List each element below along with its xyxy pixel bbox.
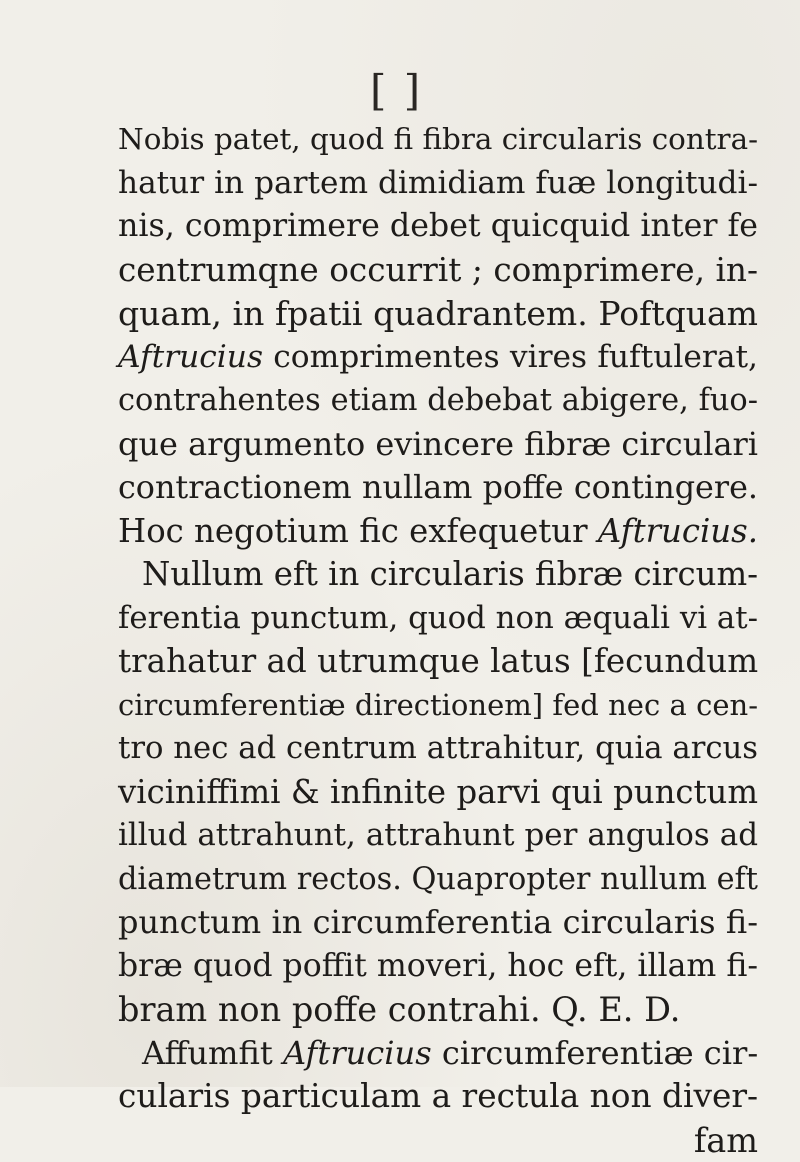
text-line bbox=[118, 945, 758, 989]
text-line bbox=[118, 466, 758, 510]
text-line bbox=[118, 292, 758, 336]
text-line bbox=[118, 553, 758, 597]
text-line bbox=[118, 205, 758, 249]
text-segment: nis, comprimere debet quicquid inter fe bbox=[118, 208, 758, 244]
text-line bbox=[118, 423, 758, 467]
text-line bbox=[118, 771, 758, 815]
text-segment: Nobis patet, quod fi fibra circularis contra- bbox=[118, 122, 758, 156]
text-line bbox=[118, 814, 758, 858]
author-name: Aftrucius. bbox=[598, 512, 758, 550]
text-line bbox=[118, 1119, 758, 1162]
text-line bbox=[118, 336, 758, 380]
author-name: Aftrucius bbox=[118, 339, 263, 375]
text-segment: comprimentes vires fuftulerat, bbox=[263, 339, 758, 375]
text-line bbox=[118, 1075, 758, 1119]
body-text bbox=[118, 118, 758, 1162]
text-line bbox=[118, 510, 758, 554]
text-segment: que argumento evincere fibræ circulari bbox=[118, 425, 758, 463]
author-name: Aftrucius bbox=[283, 1034, 432, 1072]
text-line bbox=[118, 379, 758, 423]
text-segment: contractionem nullam poffe contingere. bbox=[118, 468, 758, 506]
text-segment: fam bbox=[694, 1121, 758, 1160]
text-line bbox=[118, 249, 758, 293]
text-segment: contrahentes etiam debebat abigere, fuo- bbox=[118, 383, 758, 418]
text-segment: punctum in circumferentia circularis fi- bbox=[118, 903, 758, 941]
text-line bbox=[118, 727, 758, 771]
text-line bbox=[118, 640, 758, 684]
text-line bbox=[118, 858, 758, 902]
text-segment: ferentia punctum, quod non æquali vi at- bbox=[118, 600, 758, 636]
text-line bbox=[118, 118, 758, 162]
text-line bbox=[118, 901, 758, 945]
text-line bbox=[118, 1032, 758, 1076]
text-segment: circumferentiæ directionem] fed nec a cen- bbox=[118, 688, 758, 722]
text-segment: trahatur ad utrumque latus [fecundum bbox=[118, 642, 758, 680]
text-segment: quam, in fpatii quadrantem. Poftquam bbox=[118, 294, 758, 333]
text-segment: cularis particulam a rectula non diver- bbox=[118, 1077, 758, 1115]
text-segment: Nullum eft in circularis fibræ circum- bbox=[142, 555, 758, 593]
text-segment: Hoc negotium fic exfequetur bbox=[118, 512, 598, 550]
text-segment: Affumfit bbox=[142, 1034, 283, 1072]
text-line bbox=[118, 684, 758, 728]
signature-mark: [ ] bbox=[370, 70, 490, 112]
text-segment: viciniffimi & infinite parvi qui punctum bbox=[118, 773, 758, 811]
text-segment: bram non poffe contrahi. Q. E. D. bbox=[118, 990, 680, 1029]
text-segment: illud attrahunt, attrahunt per angulos ad bbox=[118, 817, 758, 853]
text-segment: tro nec ad centrum attrahitur, quia arcus bbox=[118, 731, 758, 766]
text-segment: diametrum rectos. Quapropter nullum eft bbox=[118, 862, 758, 897]
text-segment: centrumqne occurrit ; comprimere, in- bbox=[118, 251, 758, 289]
text-line bbox=[118, 162, 758, 206]
text-line bbox=[118, 988, 758, 1032]
text-segment: circumferentiæ cir- bbox=[432, 1034, 759, 1072]
text-segment: bræ quod poffit moveri, hoc eft, illam fi- bbox=[118, 948, 758, 984]
text-segment: hatur in partem dimidiam fuæ longitudi- bbox=[118, 165, 758, 201]
text-line bbox=[118, 597, 758, 641]
